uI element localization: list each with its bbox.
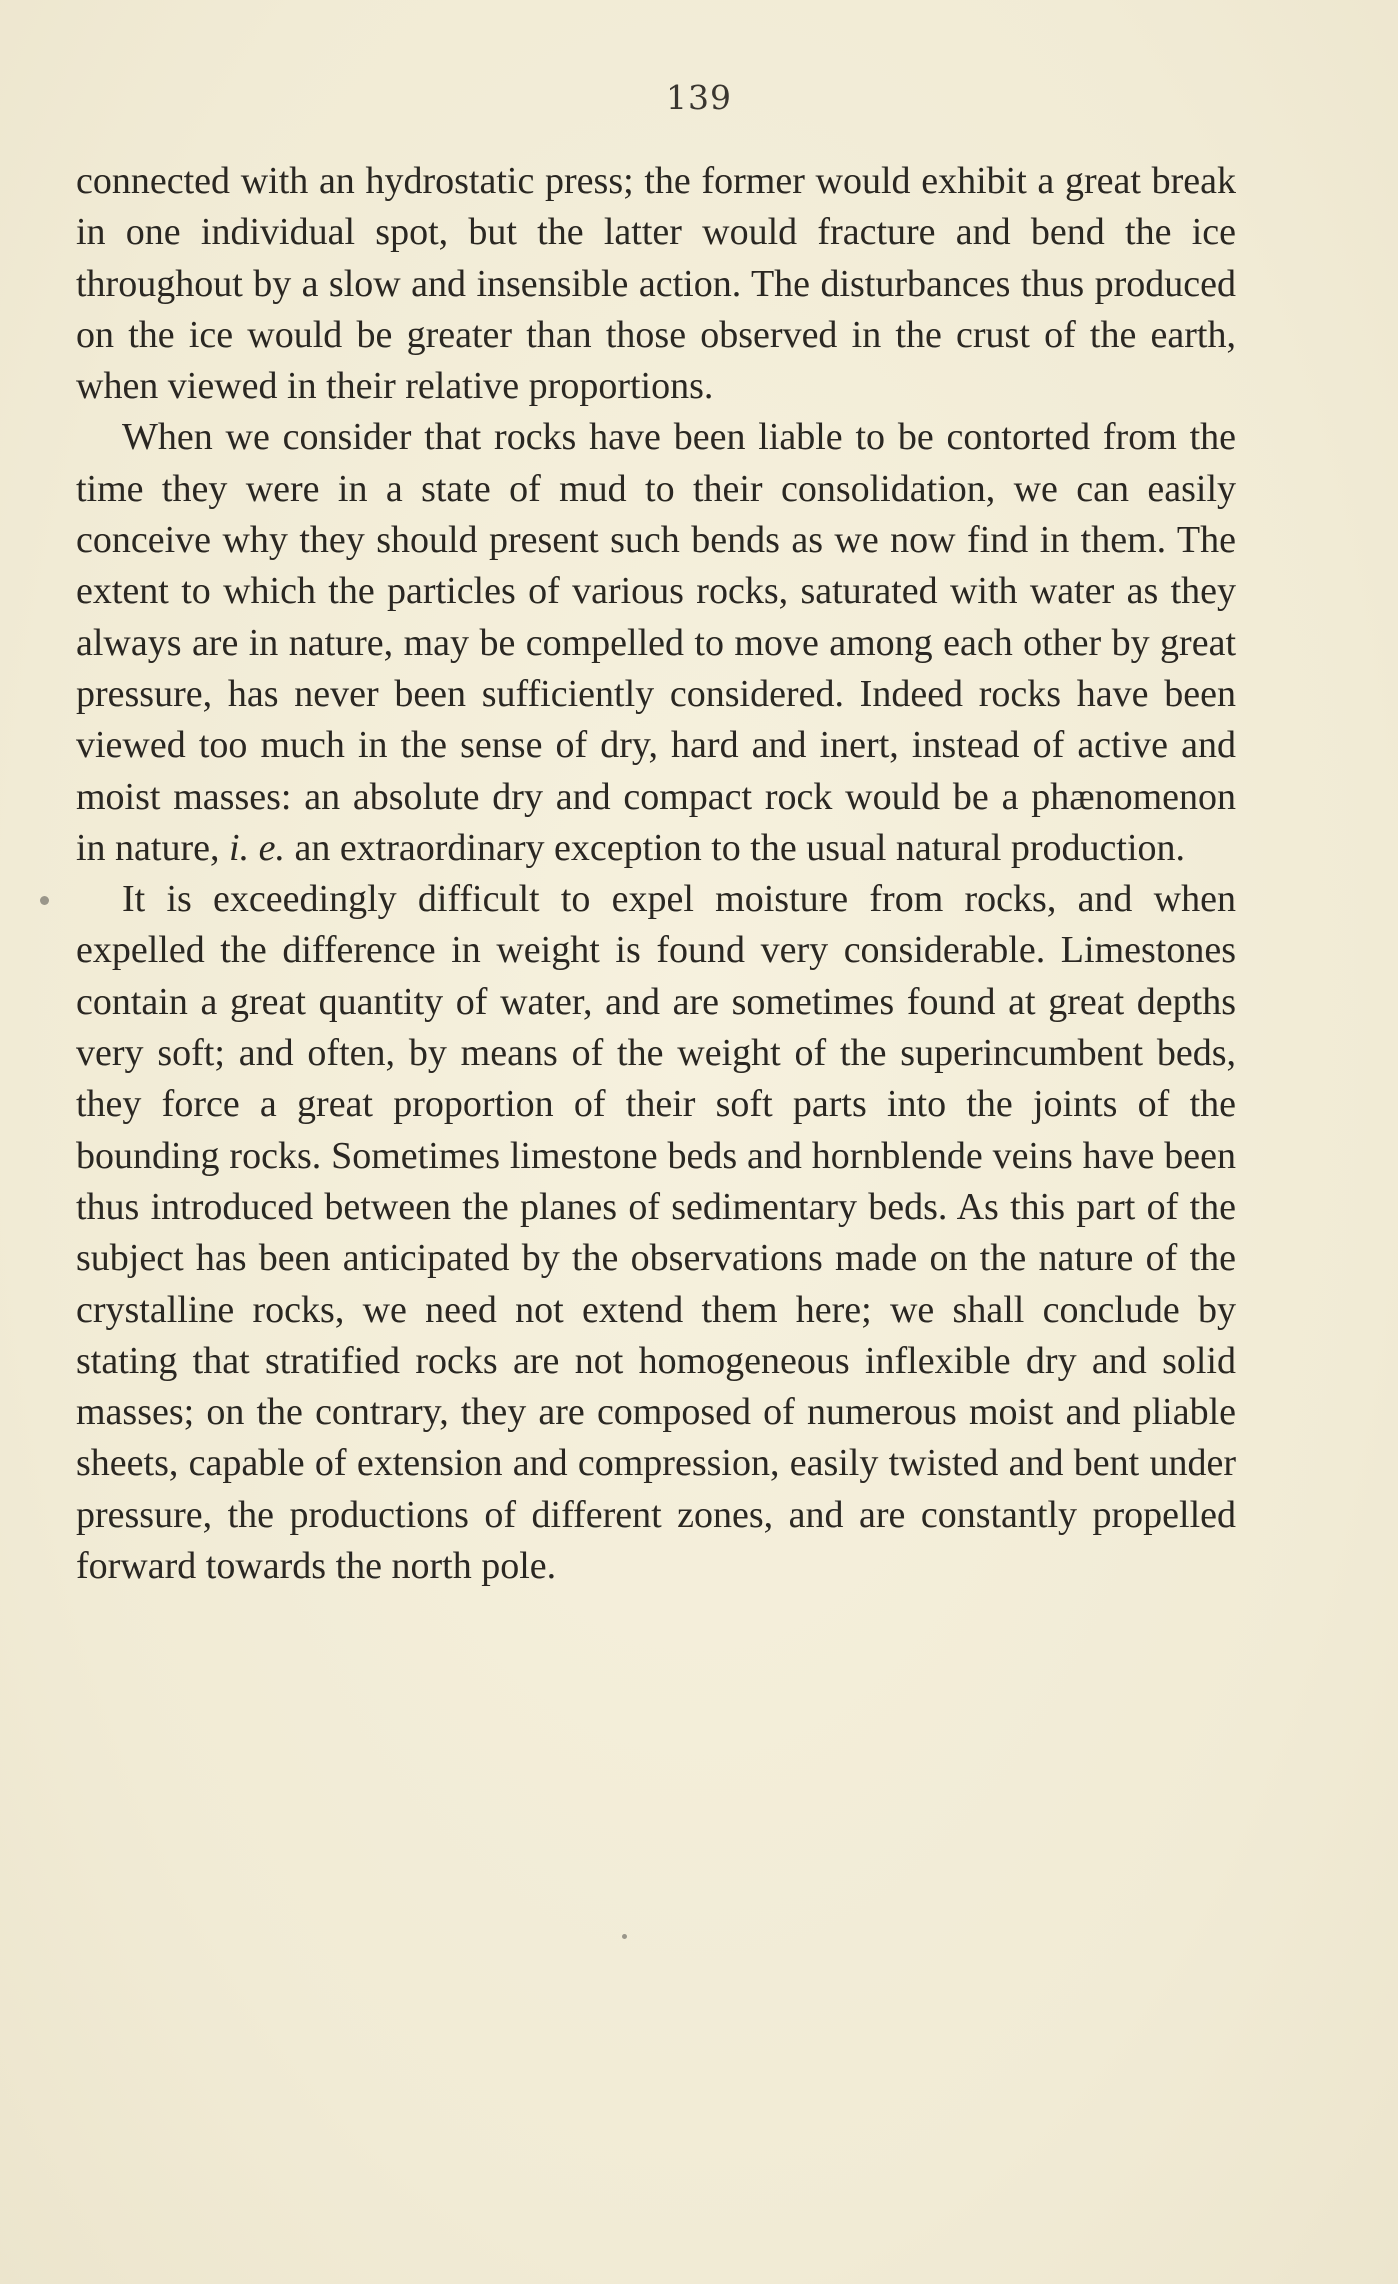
margin-speck xyxy=(40,896,49,905)
body-text xyxy=(76,156,1236,1592)
paragraph-1: connected with an hydrostatic press; the former would exhibit a great break in one individual spot, but the latter would fracture and bend the ice throughout by a slow and insensible action. The disturbances thus produced on the ice would be greater than those observed in the crust of the earth, when viewed in their relative proportions. xyxy=(76,160,1236,408)
paragraph-2 xyxy=(76,412,1236,874)
paragraph-2-text-before: When we consider that rocks have been liable to be contorted from the time they were in a state of mud to their consolidation, we can easily conceive why they should present such bends as we now find in them. The extent to which the particles of various rocks, saturated with water as they always are in nature, may be compelled to move among each other by great pressure, has never been sufficiently considered. Indeed rocks have been viewed too much in the sense of dry, hard and inert, instead of active and moist masses: an absolute dry and compact rock would be a phænomenon in nature, xyxy=(76,416,1236,869)
paragraph-2-text-after: an extraordinary exception to the usual natural production. xyxy=(284,826,1186,869)
paragraph-2-emphasis: i. e. xyxy=(229,826,285,869)
paper-speck xyxy=(622,1934,627,1939)
page-number: 139 xyxy=(666,78,732,117)
paragraph-3: It is exceedingly difficult to expel moisture from rocks, and when expelled the difference in weight is found very considerable. Limestones contain a great quantity of water, and are sometimes found at great depths very soft; and often, by means of the weight of the superincumbent beds, they force a great proportion of their soft parts into the joints of the bounding rocks. Sometimes limestone beds and hornblende veins have been thus introduced between the planes of sedimentary beds. As this part of the subject has been anticipated by the observations made on the nature of the crystalline rocks, we need not extend them here; we shall conclude by stating that stratified rocks are not homogeneous inflexible dry and solid masses; on the contrary, they are composed of numerous moist and pliable sheets, capable of extension and compression, easily twisted and bent under pressure, the productions of different zones, and are constantly propelled forward towards the north pole. xyxy=(76,878,1236,1588)
